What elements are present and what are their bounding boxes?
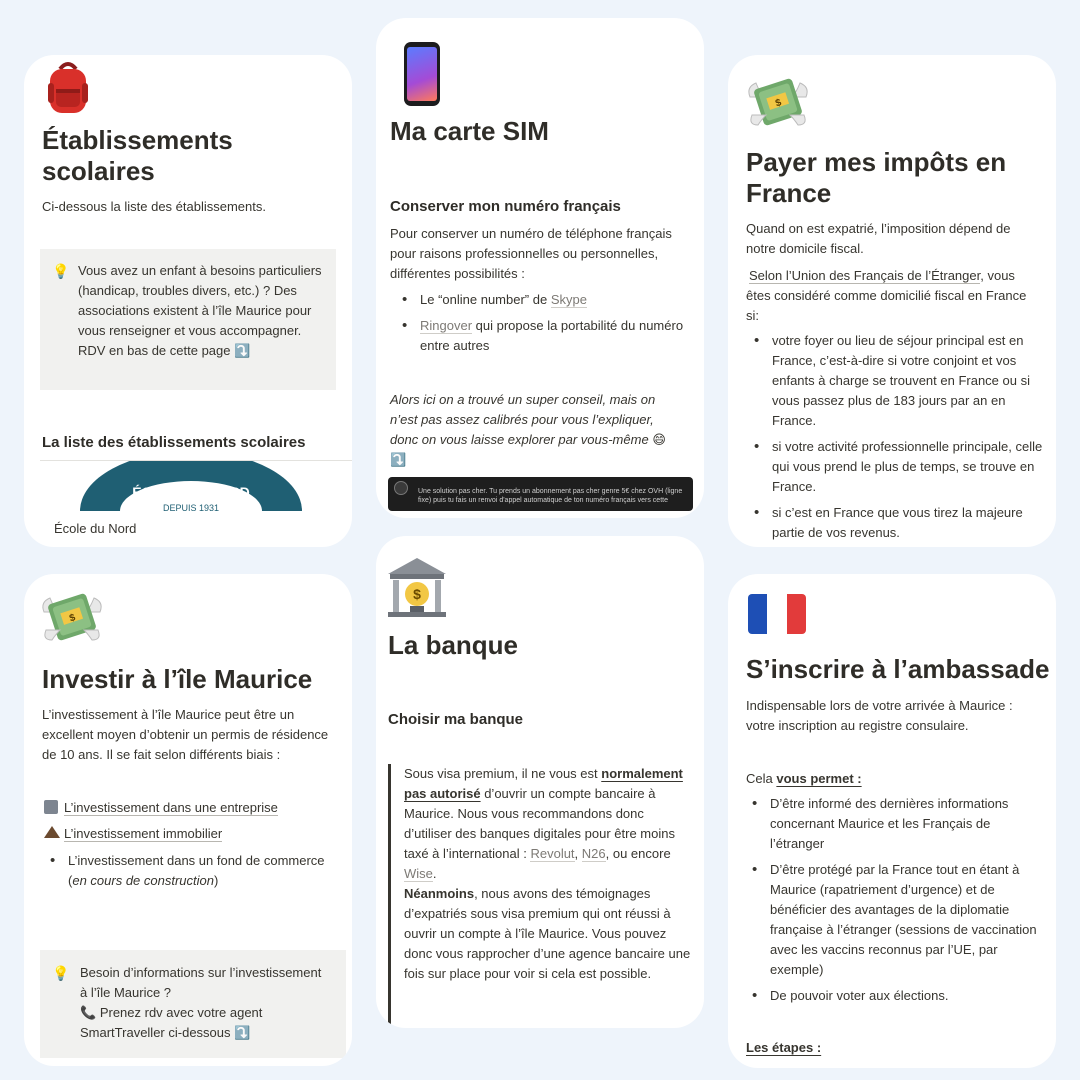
list-item: • votre foyer ou lieu de séjour principal est en France, c’est-à-dire si votre conjoint et vos enfants à charge se trouvent en France ou si vous passez plus de 183 jours par an en France.: [748, 331, 1048, 431]
sim-subtitle: Conserver mon numéro français: [390, 198, 621, 215]
office-building-icon: [44, 800, 58, 814]
embassy-benefits-list: [746, 794, 1048, 1012]
bank-icon: [386, 556, 448, 618]
taxes-intro: Quand on est expatrié, l’imposition dépend de notre domicile fiscal.: [746, 221, 1011, 256]
invest-intro: L’investissement à l’île Maurice peut être un excellent moyen d’obtenir un permis de résidence de 10 ans. Il se fait selon différents biais :: [42, 707, 329, 762]
school-caption: École du Nord: [54, 521, 137, 536]
ringover-link[interactable]: Ringover: [420, 318, 473, 333]
list-item: • si votre activité professionnelle principale, celle qui vous prend le plus de temps, se trouve en France.: [748, 437, 1048, 497]
skype-link[interactable]: Skype: [550, 292, 587, 307]
telephone-icon: 📞: [80, 1005, 97, 1020]
card-taxes[interactable]: [728, 55, 1056, 547]
bank-quote: [388, 764, 692, 1024]
invest-link-realestate[interactable]: L’investissement immobilier: [44, 824, 222, 844]
screenshot-text: Une solution pas cher. Tu prends un abonnement pas cher genre 5€ chez OVH (ligne fixe) puis tu fais un renvoi d'appel automatique de ton numéro français vers cette: [418, 488, 683, 504]
money-with-wings-icon: [40, 590, 104, 642]
money-with-wings-icon: [746, 75, 810, 127]
list-item: • D’être informé des dernières informations concernant Maurice et les Français de l’étranger: [746, 794, 1048, 854]
taxes-criteria-list: [748, 331, 1048, 547]
invest-title: Investir à l’île Maurice: [42, 664, 313, 694]
list-item: • Ringover qui propose la portabilité du numéro entre autres: [396, 316, 686, 356]
card-embassy[interactable]: [728, 574, 1056, 1068]
embassy-intro: Indispensable lors de votre arrivée à Maurice : votre inscription au registre consulaire.: [746, 698, 1013, 733]
sim-tip-screenshot[interactable]: [388, 477, 693, 511]
hut-icon: [44, 826, 60, 838]
taxes-title: Payer mes impôts en France: [746, 147, 1007, 208]
card-schools[interactable]: [24, 55, 352, 547]
down-arrow-icon[interactable]: ⤵️: [234, 343, 251, 358]
schools-intro: Ci-dessous la liste des établissements.: [42, 199, 266, 214]
sim-title: Ma carte SIM: [390, 116, 549, 146]
school-logo-text: ÉCOLE DU NORD: [132, 484, 250, 500]
mobile-phone-icon: [404, 42, 440, 106]
invest-list: [44, 851, 344, 897]
smile-and-arrow-icon: 😄 ⤵️: [390, 432, 666, 467]
svg-text:$: $: [774, 97, 783, 110]
card-bank[interactable]: [376, 536, 704, 1028]
n26-link[interactable]: N26: [581, 846, 606, 861]
backpack-icon: [46, 59, 90, 115]
school-logo-image: [40, 461, 342, 511]
card-invest[interactable]: [24, 574, 352, 1066]
list-item: • L’investissement dans un fond de commerce (en cours de construction): [44, 851, 344, 891]
embassy-steps: Les étapes :: [746, 1040, 822, 1055]
bank-quote-p2: Néanmoins, nous avons des témoignages d’expatriés sous visa premium qui ont réussi à ouvrir un compte à l’île Maurice. Vous pouvez donc vous rapprocher d’une agence bancaire une fois sur place pour voir si cela est possible.: [404, 886, 691, 981]
avatar: [394, 481, 408, 495]
school-logo-svg: [40, 461, 342, 511]
schools-callout-text: Vous avez un enfant à besoins particuliers (handicap, troubles divers, etc.) ? Des associations existent à l’île Maurice pour vous renseigner et vous accompagner. RDV en bas de cette page: [78, 263, 322, 358]
wise-link[interactable]: Wise: [404, 866, 433, 881]
invest-callout-line2: Prenez rdv avec votre agent SmartTraveller ci-dessous: [80, 1005, 263, 1040]
list-item: • Le “online number” de Skype: [396, 290, 686, 310]
school-gallery-card[interactable]: [40, 460, 352, 547]
taxes-source: Selon l’Union des Français de l’Étranger, vous êtes considéré comme domicilié fiscal en France si:: [746, 268, 1027, 323]
svg-text:$: $: [413, 586, 421, 602]
sim-intro: Pour conserver un numéro de téléphone français pour raisons professionnelles ou personnelles, différentes possibilités :: [390, 226, 672, 281]
school-logo-sub: DEPUIS 1931: [162, 503, 220, 511]
invest-callout: [40, 950, 346, 1058]
ufe-link[interactable]: Selon l’Union des Français de l’Étranger: [749, 268, 981, 283]
schools-list-heading: La liste des établissements scolaires: [42, 434, 306, 451]
invest-link-business[interactable]: L’investissement dans une entreprise: [44, 798, 278, 818]
revolut-link[interactable]: Revolut: [530, 846, 575, 861]
france-flag-icon: [748, 594, 806, 634]
invest-callout-text: Besoin d’informations sur l’investissement à l’île Maurice ?: [80, 965, 322, 1000]
schools-callout: [40, 249, 336, 390]
card-sim[interactable]: [376, 18, 704, 518]
lightbulb-icon: 💡: [52, 263, 70, 279]
list-item: • D’être protégé par la France tout en étant à Maurice (rapatriement d’urgence) et de bénéficier des avantages de la diplomatie française à l’étranger (sessions de vaccination avec les vaccins reconnus par l’UE, par exemple): [746, 860, 1048, 980]
svg-text:$: $: [68, 612, 77, 625]
list-item: • si c’est en France que vous tirez la majeure partie de vos revenus.: [748, 503, 1048, 543]
bank-title: La banque: [388, 630, 519, 660]
list-item: • De pouvoir voter aux élections.: [746, 986, 1048, 1006]
sim-options-list: [396, 290, 686, 362]
bank-quote-p1: Sous visa premium, il ne vous est normalement pas autorisé d’ouvrir un compte bancaire à Maurice. Nous vous recommandons donc d’utiliser des banques digitales pour être moins taxé à l’international : Revolut, N26, ou encore Wise.: [404, 766, 683, 881]
sim-note: Alors ici on a trouvé un super conseil, mais on n’est pas assez calibrés pour vous l’expliquer, donc on vous laisse explorer par vous-même 😄 ⤵️: [390, 392, 666, 467]
bank-subtitle: Choisir ma banque: [388, 711, 524, 728]
schools-title: Établissements scolaires: [42, 125, 233, 186]
embassy-title: S’inscrire à l’ambassade: [746, 654, 1050, 684]
down-arrow-icon[interactable]: ⤵️: [234, 1025, 251, 1040]
lightbulb-icon: 💡: [52, 965, 70, 981]
embassy-cela: Cela vous permet :: [746, 771, 862, 786]
